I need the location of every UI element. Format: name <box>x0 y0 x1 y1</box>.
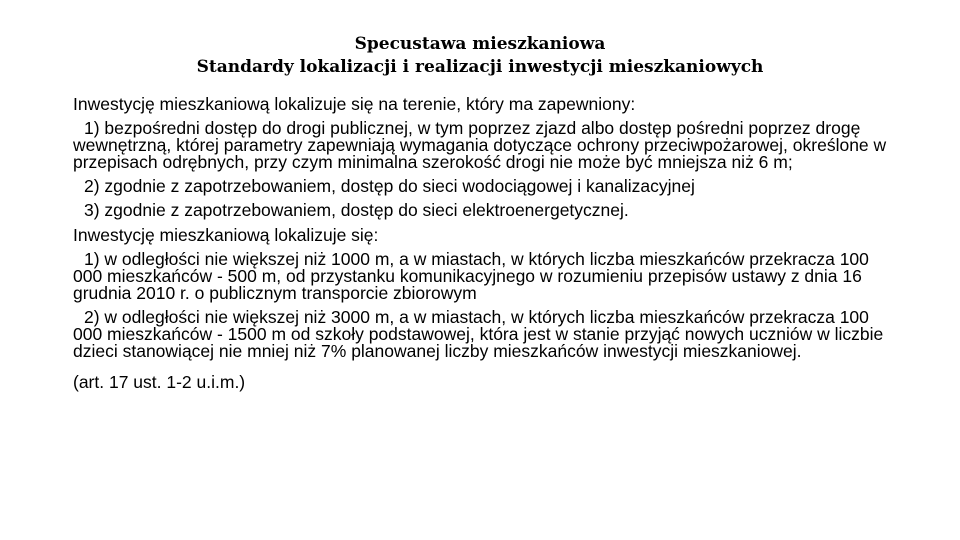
intro-paragraph-2: Inwestycję mieszkaniową lokalizuje się: <box>73 225 379 245</box>
list2-item-2: 2) w odległości nie większej niż 3000 m, a w miastach, w których liczba mieszkańców przekracza 100 000 mieszkańców - 1500 m od szkoły podstawowej, która jest w stanie przyjąć nowych uczniów w liczbie dzieci stanowiącej nie mniej niż 7% planowanej liczby mieszkańców inwestycji mieszkaniowej. <box>73 307 884 361</box>
legal-reference: (art. 17 ust. 1-2 u.i.m.) <box>73 372 246 392</box>
title-line-2: Standardy lokalizacji i realizacji inwestycji mieszkaniowych <box>196 57 764 77</box>
list1-item-3: 3) zgodnie z zapotrzebowaniem, dostęp do sieci elektroenergetycznej. <box>84 200 629 220</box>
slide-body <box>73 96 893 391</box>
list1-item-1: 1) bezpośredni dostęp do drogi publicznej, w tym poprzez zjazd albo dostęp pośredni poprzez drogę wewnętrzną, której parametry zapewniają wymagania dotyczące ochrony przeciwpożarowej, określone w przepisach odrębnych, przy czym minimalna szerokość drogi nie może być mniejsza niż 6 m; <box>73 118 887 172</box>
intro-paragraph-1: Inwestycję mieszkaniową lokalizuje się na terenie, który ma zapewniony: <box>73 94 636 114</box>
slide-title <box>0 33 960 79</box>
list2-item-1: 1) w odległości nie większej niż 1000 m, a w miastach, w których liczba mieszkańców przekracza 100 000 mieszkańców - 500 m, od przystanku komunikacyjnego w rozumieniu przepisów ustawy z dnia 16 grudnia 2010 r. o publicznym transporcie zbiorowym <box>73 249 869 303</box>
title-line-1: Specustawa mieszkaniowa <box>354 34 606 54</box>
list1-item-2: 2) zgodnie z zapotrzebowaniem, dostęp do sieci wodociągowej i kanalizacyjnej <box>84 176 695 196</box>
